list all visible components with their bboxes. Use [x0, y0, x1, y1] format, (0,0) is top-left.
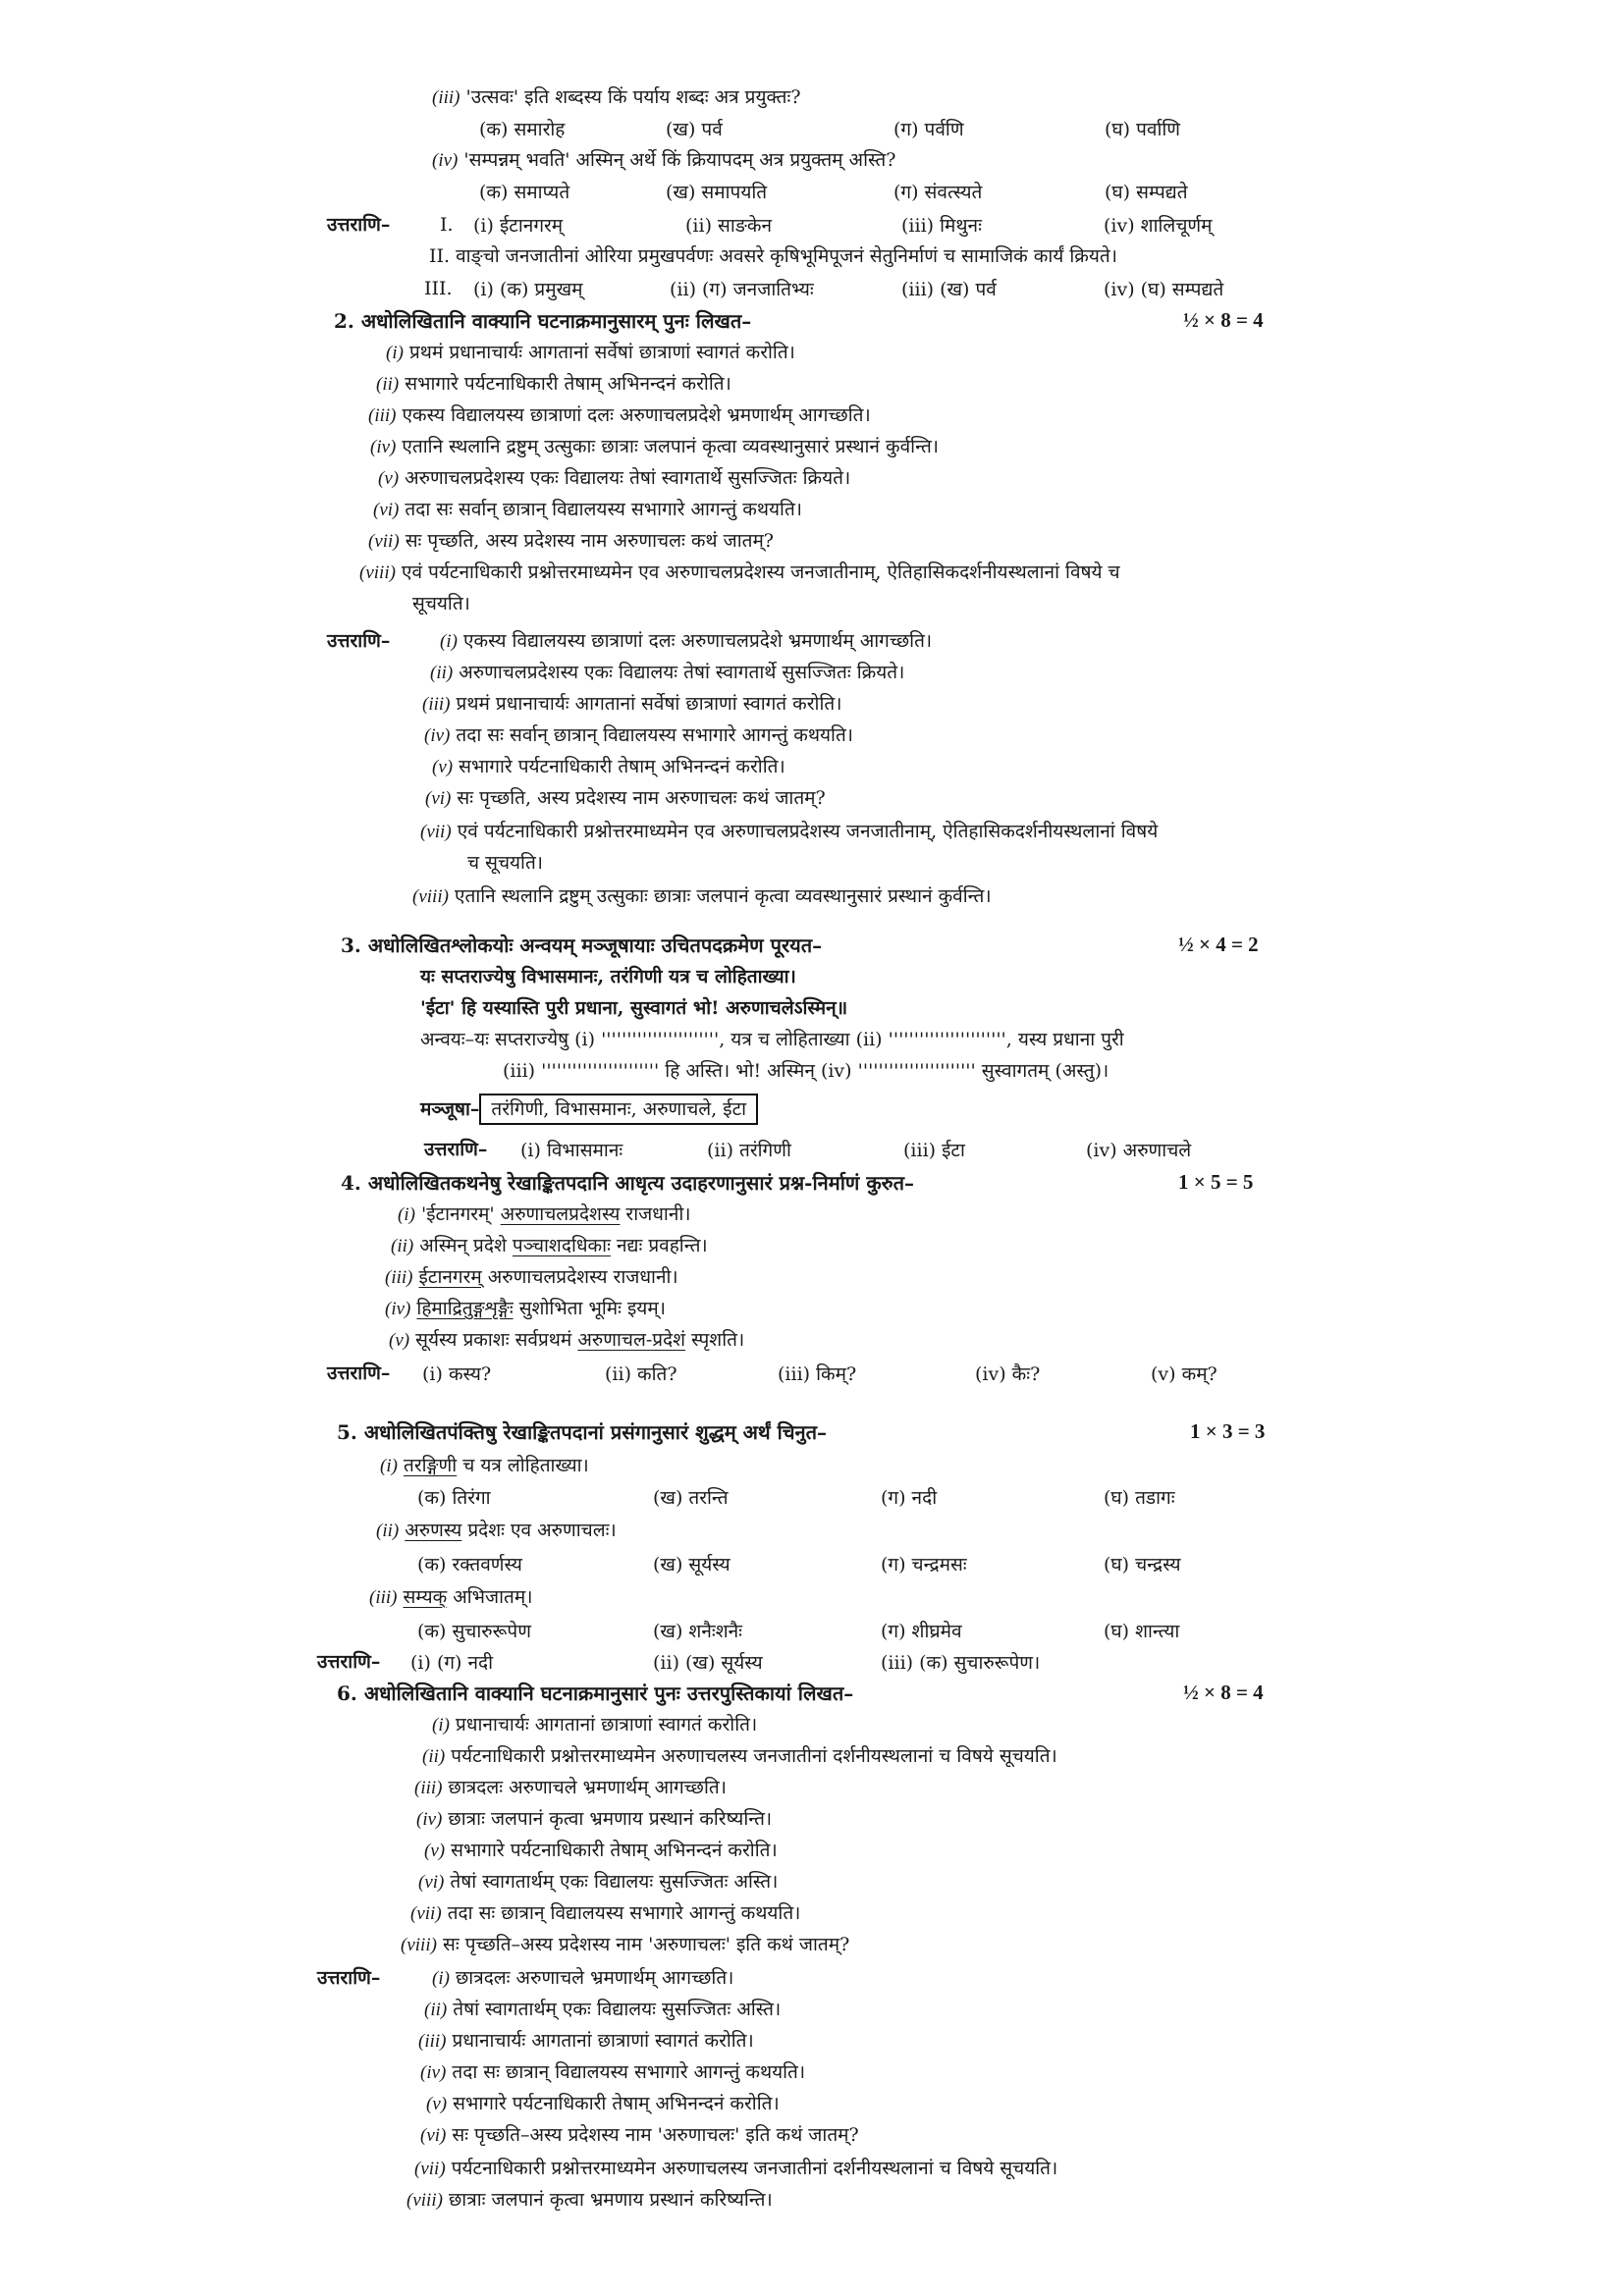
option: (ग) चन्द्रमसः	[881, 1554, 967, 1575]
answer-item	[422, 691, 841, 718]
item-number: (iii)	[385, 1267, 413, 1288]
q2-item	[386, 340, 795, 366]
q4-item	[389, 1327, 744, 1354]
item-number: (vii)	[410, 1903, 442, 1924]
item-text: स्पृशति।	[685, 1329, 745, 1351]
item-number: (i)	[440, 631, 458, 652]
q6-heading: 6. अधोलिखितानि वाक्यानि घटनाक्रमानुसारं पुनः उत्तरपुस्तिकायां लिखत–	[337, 1682, 854, 1705]
item-number: (iii)	[418, 2031, 447, 2052]
item-text: एकस्य विद्यालयस्य छात्राणां दलः अरुणाचलप्रदेशे भ्रमणार्थम् आगच्छति।	[462, 630, 933, 652]
answer-item: (iv) शालिचूर्णम्	[1104, 215, 1213, 237]
item-number: (iii)	[414, 1778, 443, 1798]
underlined-word: अरुणाचल-प्रदेशं	[577, 1329, 686, 1351]
item-text: सः पृच्छति–अस्य प्रदेशस्य नाम 'अरुणाचलः' इति कथं जातम्?	[452, 2124, 859, 2146]
answer-item	[420, 819, 1158, 845]
item-number: (iii)	[422, 694, 451, 715]
answer-item	[432, 754, 785, 780]
q4-marks: 1 × 5 = 5	[1178, 1170, 1254, 1194]
q5-item	[376, 1518, 617, 1544]
answers-label: उत्तराणि–	[327, 630, 391, 652]
roman-numeral: I.	[440, 214, 454, 236]
q6-item	[432, 1712, 757, 1738]
option: (ख) शनैःशनैः	[653, 1621, 743, 1642]
answer-item: (v) कम्?	[1151, 1363, 1217, 1385]
item-number: (v)	[426, 2094, 448, 2114]
item-number: (ii)	[424, 2000, 448, 2020]
option: (घ) पर्वाणि	[1105, 119, 1181, 140]
q6-item	[414, 1775, 727, 1801]
answer-text: वाङ्चो जनजातीनां ओरिया प्रमुखपर्वणः अवसरे कृषिभूमिपूजनं सेतुनिर्माणं च सामाजिकं कार्यं क्रियते।	[456, 245, 1117, 267]
item-number: (iv)	[420, 2062, 447, 2083]
item-number: (ii)	[391, 1236, 414, 1256]
item-text: प्रधानाचार्यः आगतानां छात्राणां स्वागतं करोति।	[452, 2030, 754, 2052]
q6-item	[410, 1900, 800, 1927]
item-text: अरुणाचलप्रदेशस्य एकः विद्यालयः तेषां स्वागतार्थे सुसज्जितः क्रियते।	[459, 662, 905, 683]
q2-heading: 2. अधोलिखितानि वाक्यानि घटनाक्रमानुसारम् पुनः लिखत–	[334, 309, 752, 333]
item-text: अरुणाचलप्रदेशस्य राजधानी।	[481, 1266, 678, 1288]
answer-item	[412, 883, 992, 910]
item-number: (viii)	[412, 886, 449, 907]
q6-item	[416, 1806, 772, 1833]
item-number: (iv)	[416, 1809, 443, 1830]
answer-item: (ii) कति?	[605, 1363, 677, 1385]
item-text: 'ईटानगरम्'	[420, 1203, 501, 1225]
q2-item	[373, 497, 802, 523]
q1-sub4	[432, 147, 895, 174]
q1-sub3	[432, 84, 801, 111]
option: (क) रक्तवर्णस्य	[417, 1554, 522, 1575]
item-number: (v)	[378, 468, 400, 489]
item-number: (iv)	[432, 150, 459, 171]
item-text: पर्यटनाधिकारी प्रश्नोत्तरमाध्यमेन अरुणाचलस्य जनजातीनां दर्शनीयस्थलानां च विषये सूचयति।	[451, 2158, 1058, 2179]
item-text: पर्यटनाधिकारी प्रश्नोत्तरमाध्यमेन अरुणाचलस्य जनजातीनां दर्शनीयस्थलानां च विषये सूचयति।	[451, 1745, 1057, 1767]
underlined-word: अरुणाचलप्रदेशस्य	[500, 1203, 621, 1225]
item-text: अरुणाचलप्रदेशस्य एकः विद्यालयः तेषां स्वागतार्थे सुसज्जितः क्रियते।	[405, 467, 851, 489]
answers-label: उत्तराणि–	[317, 1967, 381, 1989]
item-number: (viii)	[359, 562, 396, 583]
item-text: प्रदेशः एव अरुणाचलः।	[461, 1520, 617, 1541]
answer-item	[414, 2156, 1057, 2182]
item-text: सभागारे पर्यटनाधिकारी तेषाम् अभिनन्दनं करोति।	[459, 756, 785, 777]
verse-line-2: 'ईटा' हि यस्यास्ति पुरी प्रधाना, सुस्वागतं भो! अरुणाचलेऽस्मिन्॥	[420, 997, 848, 1019]
item-text: अभिजातम्।	[447, 1586, 533, 1608]
q3-heading: 3. अधोलिखितश्लोकयोः अन्वयम् मञ्जूषायाः उचितपदक्रमेण पूरयत–	[341, 934, 823, 957]
item-number: (i)	[386, 343, 404, 363]
item-text: सूर्यस्य प्रकाशः सर्वप्रथमं	[415, 1329, 578, 1351]
item-text: सः पृच्छति, अस्य प्रदेशस्य नाम अरुणाचलः कथं जातम्?	[457, 787, 826, 809]
answer-item: (iii) (ख) पर्व	[901, 279, 997, 300]
answer-item-continuation: च सूचयति।	[467, 852, 543, 874]
item-number: (iv)	[424, 725, 451, 746]
answer-item: (i) विभासमानः	[520, 1140, 623, 1161]
item-text: अस्मिन् प्रदेशे	[419, 1235, 513, 1256]
answer-item	[420, 2122, 859, 2149]
q4-item	[385, 1264, 678, 1291]
item-text: एवं पर्यटनाधिकारी प्रश्नोत्तरमाध्यमेन एव अरुणाचलप्रदेशस्य जनजातीनाम्, ऐतिहासिकदर्शनीयस्थलानां विषये	[457, 821, 1159, 842]
manjusha-label: मञ्जूषा–	[420, 1098, 480, 1120]
item-text: सः पृच्छति–अस्य प्रदेशस्य नाम 'अरुणाचलः' इति कथं जातम्?	[442, 1934, 850, 1955]
answer-item: (i) (ग) नदी	[410, 1652, 494, 1674]
answer-item: (ii) तरंगिणी	[707, 1140, 791, 1161]
q2-item-continuation: सूचयति।	[412, 593, 470, 614]
q5-marks: 1 × 3 = 3	[1190, 1419, 1266, 1443]
q4-heading: 4. अधोलिखितकथनेषु रेखाङ्कितपदानि आधृत्य उदाहरणानुसारं प्रश्न-निर्माणं कुरुत–	[341, 1171, 915, 1195]
item-number: (vii)	[414, 2159, 446, 2179]
answer-item: (iii) ईटा	[903, 1140, 965, 1161]
item-text: छात्राः जलपानं कृत्वा भ्रमणाय प्रस्थानं करिष्यन्ति।	[448, 1808, 773, 1830]
q2-item	[370, 434, 939, 460]
item-number: (vi)	[420, 2125, 447, 2146]
q4-item	[391, 1233, 708, 1259]
q5-item	[380, 1453, 589, 1479]
q4-item	[385, 1296, 666, 1322]
underlined-word: पञ्चाशदधिकाः	[512, 1235, 611, 1256]
answer-item	[406, 2187, 773, 2214]
answer-item: (iv) कैः?	[975, 1363, 1041, 1385]
answers-label: उत्तराणि–	[317, 1651, 381, 1673]
q2-item	[368, 402, 871, 429]
answers-label: उत्तराणि–	[327, 1362, 391, 1384]
item-text: प्रथमं प्रधानाचार्यः आगतानां सर्वेषां छात्राणां स्वागतं करोति।	[408, 342, 795, 363]
q6-marks: ½ × 8 = 4	[1183, 1681, 1264, 1704]
option: (ग) संवत्स्यते	[893, 182, 983, 203]
option: (क) समाप्यते	[479, 182, 570, 203]
item-number: (iii)	[368, 405, 397, 426]
item-number: (iii)	[432, 87, 460, 108]
answer-item: (iv) अरुणाचले	[1086, 1140, 1192, 1161]
item-number: (v)	[424, 1841, 446, 1861]
item-text: च यत्र लोहिताख्या।	[457, 1455, 589, 1476]
item-text: सभागारे पर्यटनाधिकारी तेषाम् अभिनन्दनं करोति।	[405, 373, 731, 395]
question-text: 'उत्सवः' इति शब्दस्य किं पर्याय शब्दः अत्र प्रयुक्तः?	[465, 86, 801, 108]
option: (ख) समापयति	[666, 182, 768, 203]
answer-item: (ii) साङकेन	[685, 215, 773, 237]
answer-item	[430, 660, 904, 686]
item-number: (i)	[432, 1715, 450, 1735]
item-text: छात्रदलः अरुणाचले भ्रमणार्थम् आगच्छति।	[448, 1777, 727, 1798]
option: (क) समारोह	[479, 119, 566, 140]
q2-item	[368, 528, 774, 555]
answer-item: (i) (क) प्रमुखम्	[473, 279, 583, 300]
anvaya-line-2: (iii) ''''''''''''''''''''''' हि अस्ति। भो! अस्मिन् (iv) ''''''''''''''''''''''' सुस्वागतम् (अस्तु)।	[503, 1060, 1109, 1082]
answer-II	[429, 243, 1117, 269]
answer-item: (i) कस्य?	[422, 1363, 492, 1385]
item-text: तेषां स्वागतार्थम् एकः विद्यालयः सुसज्जितः अस्ति।	[453, 1999, 782, 2020]
manjusha-box: तरंगिणी, विभासमानः, अरुणाचले, ईटा	[479, 1094, 758, 1125]
q4-item	[398, 1201, 691, 1228]
underlined-word: सम्यक्	[403, 1586, 448, 1608]
item-number: (iv)	[385, 1299, 411, 1319]
item-number: (ii)	[430, 663, 454, 683]
answer-item	[432, 1965, 733, 1992]
option: (घ) शान्त्या	[1104, 1621, 1180, 1642]
item-text: एकस्य विद्यालयस्य छात्राणां दलः अरुणाचलप्रदेशे भ्रमणार्थम् आगच्छति।	[402, 404, 871, 426]
item-text: तदा सः छात्रान् विद्यालयस्य सभागारे आगन्तुं कथयति।	[447, 1902, 801, 1924]
item-text: तदा सः सर्वान् छात्रान् विद्यालयस्य सभागारे आगन्तुं कथयति।	[456, 724, 853, 746]
option: (घ) सम्पद्यते	[1105, 182, 1188, 203]
anvaya-line-1: अन्वयः–यः सप्तराज्येषु (i) ''''''''''''''''''''''', यत्र च लोहिताख्या (ii) ''''''''''''''''''''''', यस्य प्रधाना पुरी	[420, 1029, 1124, 1050]
answer-item: (ii) (ग) जनजातिभ्यः	[670, 279, 814, 300]
item-text: प्रधानाचार्यः आगतानां छात्राणां स्वागतं करोति।	[455, 1714, 758, 1735]
q6-item	[418, 1869, 778, 1896]
item-number: (ii)	[376, 374, 400, 395]
item-number: (vii)	[368, 531, 400, 552]
item-text: तेषां स्वागतार्थम् एकः विद्यालयः सुसज्जितः अस्ति।	[450, 1871, 779, 1893]
item-text: एवं पर्यटनाधिकारी प्रश्नोत्तरमाध्यमेन एव अरुणाचलप्रदेशस्य जनजातीनाम्, ऐतिहासिकदर्शनीयस्थलानां विषये च	[401, 561, 1120, 583]
item-text: एतानि स्थलानि द्रष्टुम् उत्सुकाः छात्राः जलपानं कृत्वा व्यवस्थानुसारं प्रस्थानं कुर्वन्ति।	[454, 885, 992, 907]
option: (ख) पर्व	[666, 119, 723, 140]
item-text: राजधानी।	[620, 1203, 691, 1225]
option: (घ) चन्द्रस्य	[1104, 1554, 1181, 1575]
item-text: नद्यः प्रवहन्ति।	[610, 1235, 708, 1256]
answer-item: (iii) किम्?	[778, 1363, 857, 1385]
option: (ग) पर्वणि	[893, 119, 964, 140]
verse-line-1: यः सप्तराज्येषु विभासमानः, तरंगिणी यत्र च लोहिताख्या।	[420, 966, 796, 988]
answer-item: (i) ईटानगरम्	[473, 215, 564, 237]
option: (घ) तडागः	[1104, 1487, 1175, 1509]
q5-heading: 5. अधोलिखितपंक्तिषु रेखाङ्कितपदानां प्रसंगानुसारं शुद्धम् अर्थं चिनुत–	[337, 1420, 828, 1444]
item-text: तदा सः सर्वान् छात्रान् विद्यालयस्य सभागारे आगन्तुं कथयति।	[405, 499, 802, 520]
item-text: तदा सः छात्रान् विद्यालयस्य सभागारे आगन्तुं कथयति।	[452, 2061, 806, 2083]
item-number: (v)	[432, 757, 454, 777]
answer-item: (ii) (ख) सूर्यस्य	[653, 1652, 763, 1674]
q6-item	[422, 1743, 1057, 1770]
option: (क) तिरंगा	[417, 1487, 491, 1509]
q2-marks: ½ × 8 = 4	[1183, 308, 1264, 332]
answers-label: उत्तराणि–	[327, 214, 391, 236]
q5-item	[369, 1584, 532, 1611]
item-text: छात्राः जलपानं कृत्वा भ्रमणाय प्रस्थानं करिष्यन्ति।	[448, 2189, 773, 2211]
item-number: (vii)	[420, 822, 452, 842]
item-number: (vi)	[373, 500, 400, 520]
q2-item	[359, 560, 1120, 586]
q6-item	[401, 1932, 849, 1958]
option: (ग) शीघ्रमेव	[881, 1621, 962, 1642]
roman-numeral: III.	[424, 278, 453, 299]
answer-item	[424, 1997, 781, 2023]
item-number: (v)	[389, 1330, 410, 1351]
answers-label: उत्तराणि–	[424, 1139, 488, 1160]
item-text: प्रथमं प्रधानाचार्यः आगतानां सर्वेषां छात्राणां स्वागतं करोति।	[456, 693, 842, 715]
roman-numeral: II.	[429, 245, 451, 267]
answer-item: (iv) (घ) सम्पद्यते	[1104, 279, 1224, 300]
answer-item	[424, 722, 853, 749]
option: (ख) सूर्यस्य	[653, 1554, 730, 1575]
answer-item	[420, 2059, 805, 2086]
item-number: (viii)	[401, 1935, 437, 1955]
q6-item	[424, 1838, 778, 1864]
q3-marks: ½ × 4 = 2	[1178, 933, 1259, 956]
item-number: (i)	[398, 1204, 415, 1225]
item-number: (iv)	[370, 437, 397, 457]
answer-item	[425, 785, 826, 812]
option: (ख) तरन्ति	[653, 1487, 729, 1509]
underlined-word: अरुणस्य	[405, 1520, 462, 1541]
question-text: 'सम्पन्नम् भवति' अस्मिन् अर्थे किं क्रियापदम् अत्र प्रयुक्तम् अस्ति?	[463, 149, 896, 171]
answer-item: (iii) मिथुनः	[901, 215, 982, 237]
q2-item	[378, 465, 850, 492]
item-number: (viii)	[406, 2190, 443, 2211]
item-number: (vi)	[425, 788, 452, 809]
answer-item	[440, 628, 932, 655]
item-number: (i)	[380, 1456, 398, 1476]
answer-item	[426, 2091, 780, 2117]
item-number: (vi)	[418, 1872, 445, 1893]
q2-item	[376, 371, 731, 398]
item-number: (ii)	[376, 1521, 400, 1541]
item-number: (ii)	[422, 1746, 446, 1767]
item-number: (i)	[432, 1968, 450, 1989]
item-text: सुशोभिता भूमिः इयम्।	[513, 1298, 666, 1319]
option: (ग) नदी	[881, 1487, 938, 1509]
underlined-word: तरङ्गिणी	[403, 1455, 458, 1476]
option: (क) सुचारुरूपेण	[417, 1621, 531, 1642]
item-text: सः पृच्छति, अस्य प्रदेशस्य नाम अरुणाचलः कथं जातम्?	[405, 530, 774, 552]
item-text: छात्रदलः अरुणाचले भ्रमणार्थम् आगच्छति।	[455, 1967, 734, 1989]
item-text: सभागारे पर्यटनाधिकारी तेषाम् अभिनन्दनं करोति।	[451, 1840, 778, 1861]
item-number: (iii)	[369, 1587, 398, 1608]
item-text: सभागारे पर्यटनाधिकारी तेषाम् अभिनन्दनं करोति।	[453, 2093, 780, 2114]
answer-item	[418, 2028, 754, 2055]
underlined-word: हिमाद्रितुङ्गशृङ्गैः	[416, 1298, 514, 1319]
manjusha	[420, 1094, 758, 1125]
answer-item: (iii) (क) सुचारुरूपेण।	[881, 1652, 1041, 1674]
underlined-word: ईटानगरम्	[418, 1266, 482, 1288]
item-text: एतानि स्थलानि द्रष्टुम् उत्सुकाः छात्राः जलपानं कृत्वा व्यवस्थानुसारं प्रस्थानं कुर्वन्ति।	[402, 436, 939, 457]
